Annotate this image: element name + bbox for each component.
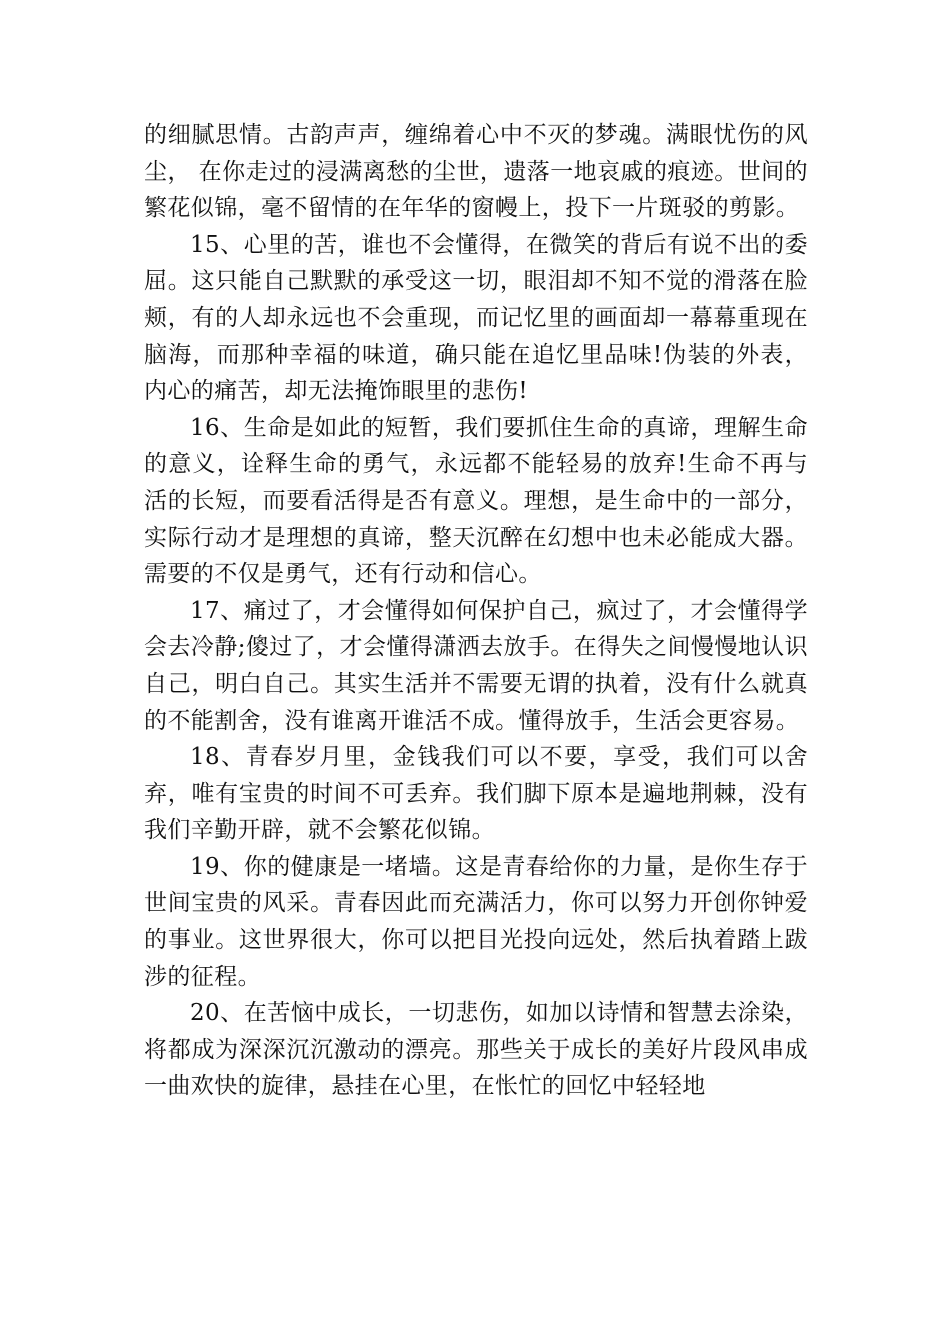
paragraph-18: 18、青春岁月里，金钱我们可以不要，享受，我们可以舍弃，唯有宝贵的时间不可丢弃。我们脚下原本是遍地荆棘，没有我们辛勤开辟，就不会繁花似锦。 [144,744,808,844]
paragraph-14-continuation: 的细腻思情。古韵声声，缠绵着心中不灭的梦魂。满眼忧伤的风尘， 在你走过的浸满离愁的尘世，遗落一地哀戚的痕迹。世间的繁花似锦，毫不留情的在年华的窗幔上，投下一片斑驳的剪影。 [144,122,808,222]
paragraph-17: 17、痛过了，才会懂得如何保护自己，疯过了，才会懂得学会去冷静;傻过了，才会懂得潇洒去放手。在得失之间慢慢地认识自己，明白自己。其实生活并不需要无谓的执着，没有什么就真的不能割舍，没有谁离开谁活不成。懂得放手，生活会更容易。 [144,597,808,734]
paragraph-16: 16、生命是如此的短暂，我们要抓住生命的真谛，理解生命的意义，诠释生命的勇气，永远都不能轻易的放弃!生命不再与活的长短，而要看活得是否有意义。理想，是生命中的一部分，实际行动才是理想的真谛，整天沉醉在幻想中也未必能成大器。需要的不仅是勇气，还有行动和信心。 [144,414,808,588]
paragraph-15: 15、心里的苦，谁也不会懂得，在微笑的背后有说不出的委屈。这只能自己默默的承受这一切，眼泪却不知不觉的滑落在脸颊，有的人却永远也不会重现，而记忆里的画面却一幕幕重现在脑海，而那种幸福的味道，确只能在追忆里品味!伪装的外表，内心的痛苦，却无法掩饰眼里的悲伤! [144,231,808,405]
paragraph-20: 20、在苦恼中成长，一切悲伤，如加以诗情和智慧去涂染，将都成为深深沉沉激动的漂亮。那些关于成长的美好片段风串成一曲欢快的旋律，悬挂在心里，在怅忙的回忆中轻轻地 [144,1000,808,1100]
paragraph-19: 19、你的健康是一堵墙。这是青春给你的力量，是你生存于世间宝贵的风采。青春因此而充满活力，你可以努力开创你钟爱的事业。这世界很大，你可以把目光投向远处，然后执着踏上跋涉的征程。 [144,853,808,990]
document-body [144,117,808,1105]
